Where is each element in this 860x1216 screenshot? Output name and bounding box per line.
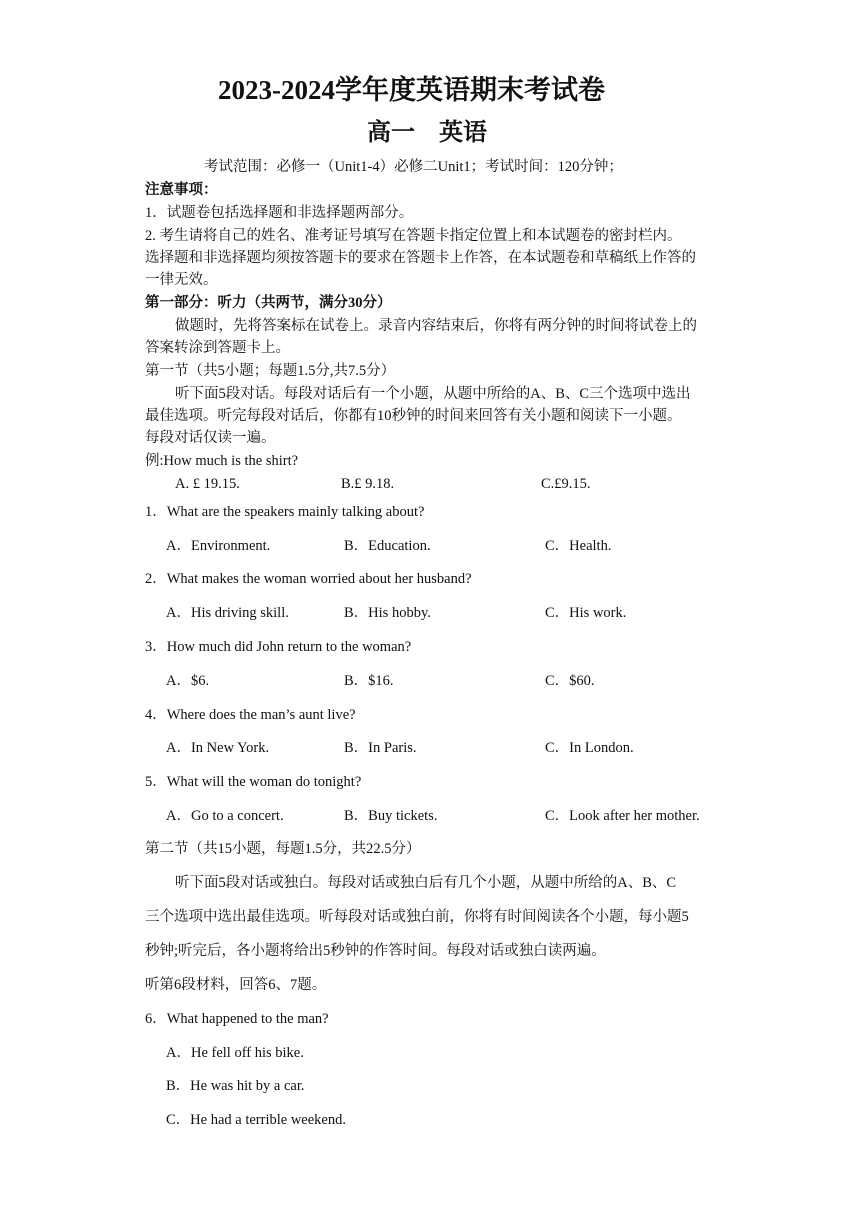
question-2-option-c: C．His work. bbox=[545, 605, 627, 621]
question-1: 1．What are the speakers mainly talking about? bbox=[145, 504, 425, 520]
example-question: 例:How much is the shirt? bbox=[145, 453, 299, 469]
section2-intro-line-3: 秒钟;听完后，各小题将给出5秒钟的作答时间。每段对话或独白读两遍。 bbox=[145, 943, 606, 959]
section2-heading: 第二节（共15小题，每题1.5分，共22.5分） bbox=[145, 841, 421, 857]
question-4: 4．Where does the man’s aunt live? bbox=[145, 707, 356, 723]
notice-item-2-line-1: 2. 考生请将自己的姓名、准考证号填写在答题卡指定位置上和本试题卷的密封栏内。 bbox=[145, 228, 682, 244]
question-3-option-c: C．$60. bbox=[545, 673, 595, 689]
question-1-option-a: A．Environment. bbox=[166, 538, 271, 554]
question-2-option-b: B．His hobby. bbox=[344, 605, 431, 621]
question-5-option-a: A．Go to a concert. bbox=[166, 808, 284, 824]
question-5: 5．What will the woman do tonight? bbox=[145, 774, 362, 790]
question-1-option-b: B．Education. bbox=[344, 538, 431, 554]
notice-item-2-line-3: 一律无效。 bbox=[145, 272, 218, 288]
question-3-option-a: A．$6. bbox=[166, 673, 210, 689]
question-4-option-c: C．In London. bbox=[545, 740, 634, 756]
question-2: 2．What makes the woman worried about her husband? bbox=[145, 571, 472, 587]
question-5-option-b: B．Buy tickets. bbox=[344, 808, 438, 824]
question-4-option-a: A．In New York. bbox=[166, 740, 270, 756]
section1-intro-line-3: 每段对话仅读一遍。 bbox=[145, 430, 276, 446]
material-6-heading: 听第6段材料，回答6、7题。 bbox=[145, 977, 327, 993]
question-6-option-c: C．He had a terrible weekend. bbox=[166, 1112, 346, 1128]
question-1-option-c: C．Health. bbox=[545, 538, 612, 554]
question-2-option-a: A．His driving skill. bbox=[166, 605, 289, 621]
section2-intro-line-1: 听下面5段对话或独白。每段对话或独白后有几个小题，从题中所给的A、B、C bbox=[175, 875, 677, 891]
example-option-a: A. £ 19.15. bbox=[175, 476, 240, 492]
section1-intro-line-1: 听下面5段对话。每段对话后有一个小题，从题中所给的A、B、C三个选项中选出 bbox=[175, 386, 691, 402]
section2-intro-line-2: 三个选项中选出最佳选项。听每段对话或独白前，你将有时间阅读各个小题，每小题5 bbox=[145, 909, 689, 925]
question-5-option-c: C．Look after her mother. bbox=[545, 808, 700, 824]
page-title: 2023-2024学年度英语期末考试卷 bbox=[218, 75, 605, 105]
question-4-option-b: B．In Paris. bbox=[344, 740, 417, 756]
question-6-option-a: A．He fell off his bike. bbox=[166, 1045, 304, 1061]
part1-intro-line-1: 做题时，先将答案标在试卷上。录音内容结束后，你将有两分钟的时间将试卷上的 bbox=[175, 318, 697, 334]
example-option-b: B.£ 9.18. bbox=[341, 476, 395, 492]
notice-item-1: 1．试题卷包括选择题和非选择题两部分。 bbox=[145, 205, 414, 221]
question-6-option-b: B．He was hit by a car. bbox=[166, 1078, 305, 1094]
section1-heading: 第一节（共5小题；每题1.5分,共7.5分） bbox=[145, 363, 396, 379]
example-option-c: C.£9.15. bbox=[541, 476, 591, 492]
part1-heading: 第一部分：听力（共两节，满分30分） bbox=[145, 295, 392, 311]
question-3-option-b: B．$16. bbox=[344, 673, 394, 689]
part1-intro-line-2: 答案转涂到答题卡上。 bbox=[145, 340, 290, 356]
question-3: 3．How much did John return to the woman? bbox=[145, 639, 412, 655]
notice-item-2-line-2: 选择题和非选择题均须按答题卡的要求在答题卡上作答，在本试题卷和草稿纸上作答的 bbox=[145, 250, 696, 266]
section1-intro-line-2: 最佳选项。听完每段对话后，你都有10秒钟的时间来回答有关小题和阅读下一小题。 bbox=[145, 408, 682, 424]
notice-heading: 注意事项： bbox=[145, 182, 218, 198]
question-6: 6．What happened to the man? bbox=[145, 1011, 329, 1027]
exam-scope: 考试范围：必修一（Unit1-4）必修二Unit1；考试时间：120分钟； bbox=[204, 159, 623, 175]
page-subtitle: 高一 英语 bbox=[367, 120, 487, 146]
